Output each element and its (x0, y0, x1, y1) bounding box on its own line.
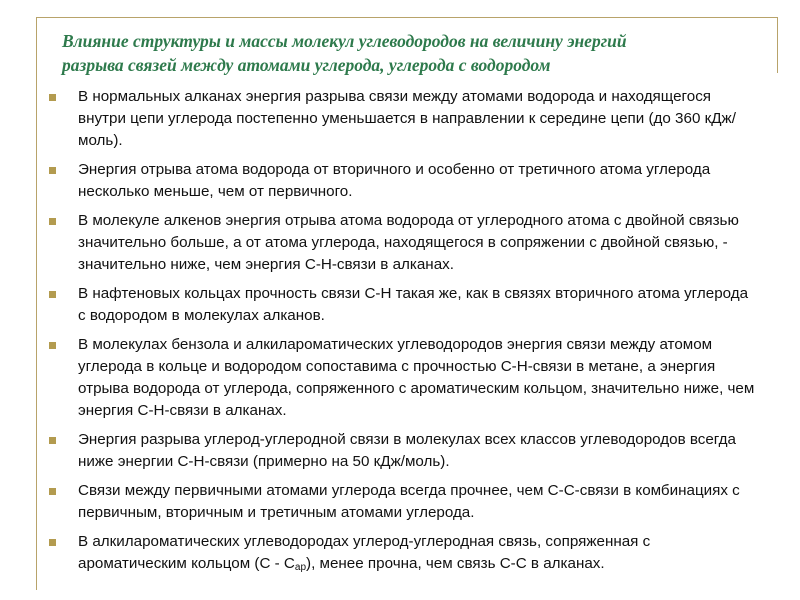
slide-title-line-1: Влияние структуры и массы молекул углеводородов на величину энергий (62, 31, 627, 51)
square-bullet-icon (49, 218, 56, 225)
square-bullet-icon (49, 488, 56, 495)
bullet-text: Связи между первичными атомами углерода всегда прочнее, чем С-С-связи в комбинациях с первичным, вторичным и третичным атомами углерода. (78, 482, 740, 521)
bullet-text-after-subscript: ), менее прочна, чем связь С-С в алканах. (306, 555, 605, 572)
bullet-text-before-subscript: В алкилароматических углеводородах углерод-углеродная связь, сопряженная с ароматическим кольцом (С - С (78, 533, 651, 572)
bullet-item (78, 283, 758, 327)
bullet-text: Энергия разрыва углерод-углеродной связи в молекулах всех классов углеводородов всегда ниже энергии С-Н-связи (примерно на 50 кДж/моль). (78, 431, 736, 470)
bullet-subscript: ар (294, 562, 307, 573)
bullet-text: В нормальных алканах энергия разрыва связи между атомами водорода и находящегося внутри цепи углерода постепенно уменьшается в направлении к середине цепи (до 360 кДж/моль). (78, 88, 736, 149)
frame-top-line (36, 17, 777, 18)
bullet-text: В молекуле алкенов энергия отрыва атома водорода от углеродного атома с двойной связью значительно больше, а от атома углерода, находящегося в сопряжении с двойной связью, - значительно ниже, чем энергия С-Н-связи в алканах. (78, 212, 739, 273)
bullet-item (78, 480, 758, 524)
slide-title-line-2: разрыва связей между атомами углерода, углерода с водородом (62, 55, 551, 75)
bullet-item (78, 334, 758, 422)
bullet-item (78, 531, 758, 579)
square-bullet-icon (49, 539, 56, 546)
square-bullet-icon (49, 437, 56, 444)
square-bullet-icon (49, 167, 56, 174)
bullet-text: В молекулах бензола и алкилароматических углеводородов энергия связи между атомом углерода в кольце и водородом сопоставима с прочностью С-Н-связи в метане, а энергия отрыва водорода от углерода, сопряженного с ароматическим кольцом, значительно ниже, чем энергия С-Н-связи в алканах. (78, 336, 755, 419)
bullet-item (78, 210, 758, 276)
frame-right-line (777, 17, 778, 73)
bullet-item (78, 86, 758, 152)
frame-left-line (36, 17, 37, 590)
square-bullet-icon (49, 291, 56, 298)
bullet-list (78, 86, 758, 586)
bullet-item (78, 429, 758, 473)
square-bullet-icon (49, 342, 56, 349)
bullet-text: В нафтеновых кольцах прочность связи С-Н такая же, как в связях вторичного атома углерода с водородом в молекулах алканов. (78, 285, 749, 324)
slide-title (62, 29, 762, 77)
bullet-item (78, 159, 758, 203)
bullet-text: Энергия отрыва атома водорода от вторичного и особенно от третичного атома углерода несколько меньше, чем от первичного. (78, 161, 711, 200)
square-bullet-icon (49, 94, 56, 101)
